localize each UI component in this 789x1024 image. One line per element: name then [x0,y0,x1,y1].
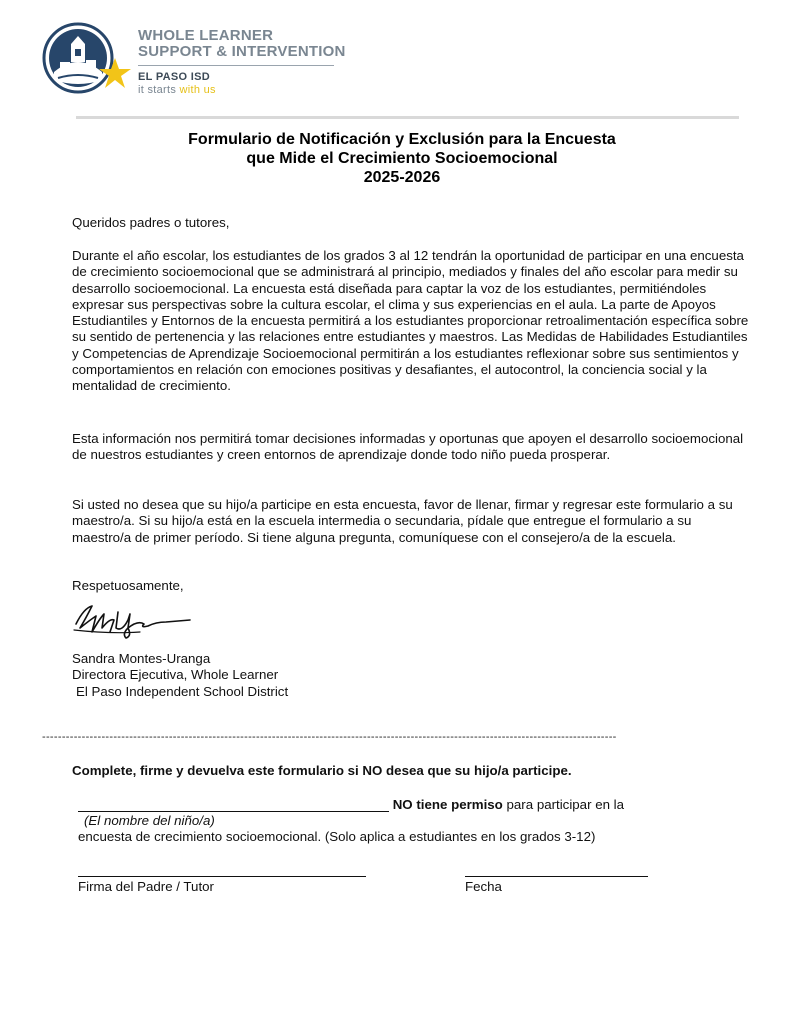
date-field[interactable] [465,862,648,877]
permission-text: para participar en la [502,797,625,812]
date-label: Fecha [465,879,502,894]
header-divider [76,116,739,119]
document-title [72,130,732,187]
handwritten-signature-image [70,598,195,640]
signer-name: Sandra Montes-Uranga [72,651,211,666]
signer-organization: El Paso Independent School District [76,683,289,699]
cut-line-separator: ------------------------------------------------------------------------------------------------------------------------------------------------- [42,731,617,743]
closing: Respetuosamente, [72,578,184,593]
parent-signature-field[interactable] [78,862,366,877]
date-block [465,862,648,894]
org-text-block [138,28,345,97]
tagline-highlight: with us [179,84,216,96]
form-heading: Complete, firme y devuelva este formulario si NO desea que su hijo/a participe. [72,763,572,778]
child-name-row [78,797,624,812]
tagline [138,84,345,97]
org-divider [138,65,334,66]
no-permission-text: NO tiene permiso [392,797,503,812]
paragraph-survey-description: Durante el año escolar, los estudiantes de los grados 3 al 12 tendrán la oportunidad de participar en una encuesta de crecimiento socioemocional que se administrará al principio, mediados y finales del año escolar para medir su desarrollo socioemocional. La encuesta está diseñada para captar la voz de los estudiantes, permitiéndoles expresar sus perspectivas sobre la cultura escolar, el clima y sus experiencias en el aula. La parte de Apoyos Estudiantiles y Entornos de la encuesta permitirá a los estudiantes proporcionar retroalimentación específica sobre su sentido de pertenencia y las relaciones entre estudiantes y maestros. Las Medidas de Habilidades Estudiantiles y Competencias de Aprendizaje Socioemocional permitirán a los estudiantes reflexionar sobre sus sentimientos y comportamientos en relación con emociones positivas y desafiantes, el autocontrol, la conciencia social y la mentalidad de crecimiento. [72,248,749,394]
header-logo [40,22,360,102]
tagline-part1: it starts [138,84,180,96]
district-name: EL PASO ISD [138,71,210,83]
org-name-line2: SUPPORT & INTERVENTION [138,43,346,60]
paragraph-purpose: Esta información nos permitirá tomar decisiones informadas y oportunas que apoyen el desarrollo socioemocional de nuestros estudiantes y creen entornos de aprendizaje donde todo niño pueda prosperar. [72,431,744,463]
parent-signature-block [78,862,366,894]
parent-signature-label: Firma del Padre / Tutor [78,879,214,894]
child-name-caption: (El nombre del niño/a) [84,813,215,828]
child-name-field[interactable] [78,799,389,812]
title-year: 2025-2026 [363,169,441,186]
title-line2: que Mide el Crecimiento Socioemocional [246,150,558,167]
signer-block [72,651,288,700]
title-line1: Formulario de Notificación y Exclusión para la Encuesta [188,131,616,148]
org-name-line1: WHOLE LEARNER [138,27,274,44]
whole-learner-seal-icon [40,22,135,97]
signer-title: Directora Ejecutiva, Whole Learner [72,667,279,683]
greeting: Queridos padres o tutores, [72,215,230,230]
survey-applicability-text: encuesta de crecimiento socioemocional. (Solo aplica a estudiantes en los grados 3-12) [78,829,596,844]
paragraph-opt-out-instructions: Si usted no desea que su hijo/a participe en esta encuesta, favor de llenar, firmar y regresar este formulario a su maestro/a. Si su hijo/a está en la escuela intermedia o secundaria, pídale que entregue el formulario a su maestro/a de primer período. Si tiene alguna pregunta, comuníquese con el consejero/a de la escuela. [72,497,733,545]
